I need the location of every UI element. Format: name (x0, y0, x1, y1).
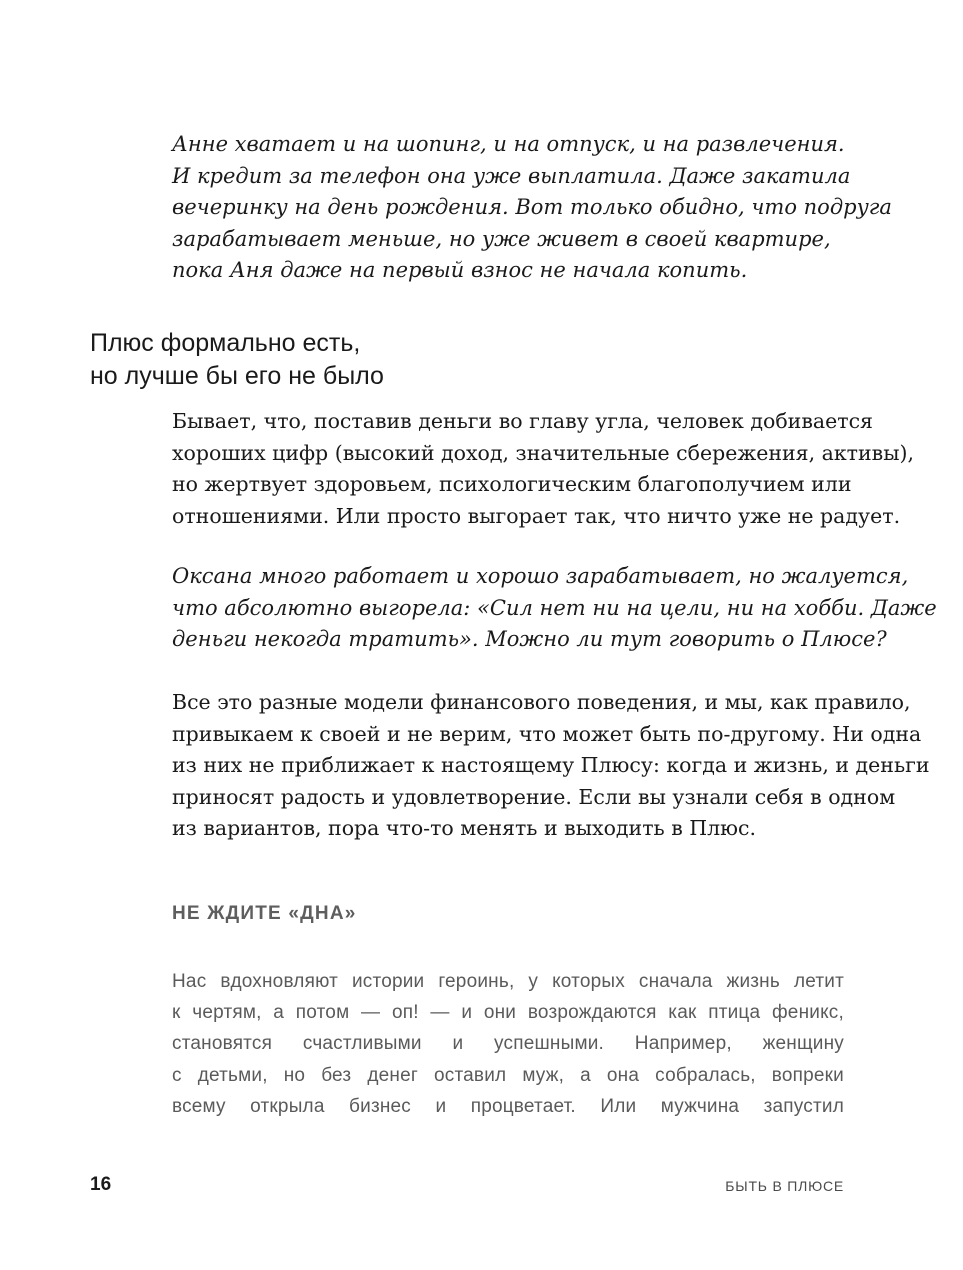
section-heading (90, 327, 384, 393)
text-line: деньги некогда тратить». Можно ли тут говорить о Плюсе? (172, 627, 887, 651)
section-heading-line: Плюс формально есть, (90, 329, 361, 357)
text-line: зарабатывает меньше, но уже живет в своей квартире, (172, 226, 831, 251)
text-line: из них не приближает к настоящему Плюсу: когда и жизнь, и деньги (172, 753, 930, 777)
text-line: что абсолютно выгорела: «Сил нет ни на цели, ни на хобби. Даже (172, 595, 937, 620)
text-line: привыкаем к своей и не верим, что может быть по-другому. Ни одна (172, 721, 922, 746)
example-oksana-paragraph (172, 561, 937, 656)
example-anna-paragraph (172, 129, 892, 287)
subsection-heading: НЕ ЖДИТЕ «ДНА» (172, 903, 357, 924)
text-line: Оксана много работает и хорошо зарабатывает, но жалуется, (172, 564, 909, 588)
text-line: хороших цифр (высокий доход, значительные сбережения, активы), (172, 440, 915, 465)
text-line: к чертям, а потом — оп! — и они возрождаются как птица феникс, (172, 1002, 844, 1024)
text-line: приносят радость и удовлетворение. Если вы узнали себя в одном (172, 784, 896, 809)
text-line: Нас вдохновляют истории героинь, у которых сначала жизнь летит (172, 971, 844, 992)
text-line: Бывает, что, поставив деньги во главу угла, человек добивается (172, 409, 873, 433)
text-line: вечеринку на день рождения. Вот только обидно, что подруга (172, 195, 892, 219)
text-line: но жертвует здоровьем, психологическим благополучием или (172, 472, 852, 496)
text-line: с детьми, но без денег оставил муж, а она собралась, вопреки (172, 1064, 844, 1086)
text-line: всему открыла бизнес и процветает. Или мужчина запустил (172, 1095, 844, 1117)
page-number: 16 (90, 1174, 112, 1195)
text-line: И кредит за телефон она уже выплатила. Даже закатила (172, 163, 851, 188)
money-first-paragraph (172, 406, 915, 532)
text-line: пока Аня даже на первый взнос не начала копить. (172, 258, 748, 282)
phoenix-stories-paragraph (172, 966, 844, 1122)
running-title: БЫТЬ В ПЛЮСЕ (725, 1178, 844, 1194)
text-line: из вариантов, пора что-то менять и выходить в Плюс. (172, 816, 757, 840)
text-line: отношениями. Или просто выгорает так, что ничто уже не радует. (172, 503, 901, 528)
financial-models-paragraph (172, 687, 930, 845)
text-line: становятся счастливыми и успешными. Например, женщину (172, 1033, 844, 1055)
text-line: Анне хватает и на шопинг, и на отпуск, и на развлечения. (172, 132, 845, 156)
text-line: Все это разные модели финансового поведения, и мы, как правило, (172, 690, 911, 714)
section-heading-line: но лучше бы его не было (90, 362, 384, 390)
